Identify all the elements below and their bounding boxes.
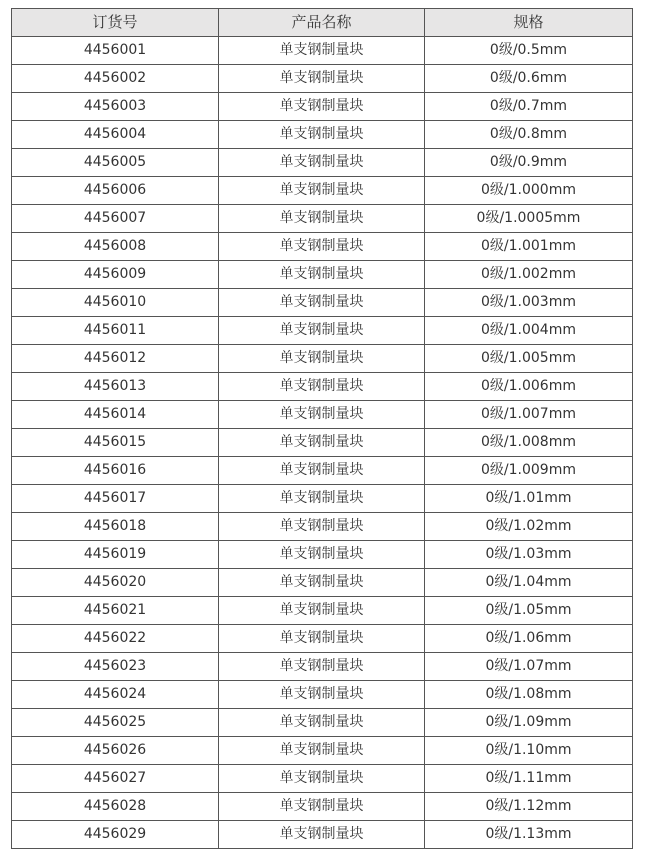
product-name-cell: 单支钢制量块 [219,93,425,121]
specification-cell: 0级/1.02mm [425,513,633,541]
specification-cell: 0级/1.06mm [425,625,633,653]
specification-cell: 0级/1.0005mm [425,205,633,233]
header-product-name: 产品名称 [219,9,425,37]
specification-cell: 0级/1.01mm [425,485,633,513]
order-number-cell: 4456021 [12,597,219,625]
specification-cell: 0级/1.003mm [425,289,633,317]
order-number-cell: 4456013 [12,373,219,401]
table-row [12,345,633,373]
product-name-cell: 单支钢制量块 [219,737,425,765]
product-name-cell: 单支钢制量块 [219,345,425,373]
product-name-cell: 单支钢制量块 [219,681,425,709]
table-row [12,317,633,345]
product-name-cell: 单支钢制量块 [219,65,425,93]
specification-cell: 0级/1.13mm [425,821,633,849]
table-row [12,149,633,177]
header-specification: 规格 [425,9,633,37]
order-number-cell: 4456024 [12,681,219,709]
specification-cell: 0级/1.002mm [425,261,633,289]
table-body [12,37,633,849]
table-row [12,289,633,317]
specification-cell: 0级/0.5mm [425,37,633,65]
specification-cell: 0级/1.007mm [425,401,633,429]
table-row [12,597,633,625]
order-number-cell: 4456002 [12,65,219,93]
order-number-cell: 4456010 [12,289,219,317]
table-row [12,513,633,541]
product-name-cell: 单支钢制量块 [219,261,425,289]
order-number-cell: 4456007 [12,205,219,233]
specification-cell: 0级/1.11mm [425,765,633,793]
order-number-cell: 4456008 [12,233,219,261]
product-name-cell: 单支钢制量块 [219,149,425,177]
order-number-cell: 4456018 [12,513,219,541]
order-number-cell: 4456029 [12,821,219,849]
specification-cell: 0级/1.05mm [425,597,633,625]
order-number-cell: 4456012 [12,345,219,373]
order-number-cell: 4456004 [12,121,219,149]
specification-cell: 0级/0.6mm [425,65,633,93]
specification-cell: 0级/0.9mm [425,149,633,177]
order-number-cell: 4456023 [12,653,219,681]
specification-cell: 0级/1.001mm [425,233,633,261]
table-row [12,121,633,149]
specification-cell: 0级/1.09mm [425,709,633,737]
table-row [12,457,633,485]
order-number-cell: 4456006 [12,177,219,205]
table-row [12,261,633,289]
specification-cell: 0级/1.08mm [425,681,633,709]
specification-cell: 0级/1.10mm [425,737,633,765]
specification-cell: 0级/1.009mm [425,457,633,485]
table-row [12,429,633,457]
order-number-cell: 4456026 [12,737,219,765]
product-name-cell: 单支钢制量块 [219,569,425,597]
product-name-cell: 单支钢制量块 [219,373,425,401]
table-row [12,37,633,65]
product-name-cell: 单支钢制量块 [219,625,425,653]
table-row [12,569,633,597]
table-row [12,709,633,737]
specification-cell: 0级/1.000mm [425,177,633,205]
specification-cell: 0级/1.006mm [425,373,633,401]
specification-cell: 0级/1.005mm [425,345,633,373]
order-number-cell: 4456001 [12,37,219,65]
product-name-cell: 单支钢制量块 [219,765,425,793]
order-number-cell: 4456009 [12,261,219,289]
specification-cell: 0级/1.004mm [425,317,633,345]
order-number-cell: 4456014 [12,401,219,429]
product-name-cell: 单支钢制量块 [219,233,425,261]
table-row [12,177,633,205]
specification-cell: 0级/1.03mm [425,541,633,569]
order-number-cell: 4456019 [12,541,219,569]
product-name-cell: 单支钢制量块 [219,457,425,485]
order-number-cell: 4456025 [12,709,219,737]
table-row [12,625,633,653]
order-number-cell: 4456020 [12,569,219,597]
specification-cell: 0级/1.04mm [425,569,633,597]
specification-cell: 0级/1.12mm [425,793,633,821]
product-name-cell: 单支钢制量块 [219,709,425,737]
product-name-cell: 单支钢制量块 [219,597,425,625]
product-name-cell: 单支钢制量块 [219,485,425,513]
order-number-cell: 4456011 [12,317,219,345]
product-spec-table [11,8,633,849]
product-name-cell: 单支钢制量块 [219,37,425,65]
order-number-cell: 4456003 [12,93,219,121]
product-name-cell: 单支钢制量块 [219,821,425,849]
product-name-cell: 单支钢制量块 [219,401,425,429]
table-row [12,681,633,709]
table-row [12,541,633,569]
product-name-cell: 单支钢制量块 [219,429,425,457]
product-name-cell: 单支钢制量块 [219,317,425,345]
order-number-cell: 4456027 [12,765,219,793]
product-name-cell: 单支钢制量块 [219,541,425,569]
order-number-cell: 4456022 [12,625,219,653]
product-table-container [11,8,632,849]
order-number-cell: 4456015 [12,429,219,457]
specification-cell: 0级/0.7mm [425,93,633,121]
product-name-cell: 单支钢制量块 [219,513,425,541]
table-row [12,233,633,261]
order-number-cell: 4456016 [12,457,219,485]
table-row [12,793,633,821]
table-row [12,373,633,401]
specification-cell: 0级/0.8mm [425,121,633,149]
table-row [12,65,633,93]
product-name-cell: 单支钢制量块 [219,121,425,149]
table-row [12,401,633,429]
table-row [12,205,633,233]
specification-cell: 0级/1.07mm [425,653,633,681]
table-row [12,93,633,121]
specification-cell: 0级/1.008mm [425,429,633,457]
table-row [12,821,633,849]
table-row [12,485,633,513]
table-header-row [12,9,633,37]
product-name-cell: 单支钢制量块 [219,289,425,317]
table-row [12,737,633,765]
product-name-cell: 单支钢制量块 [219,177,425,205]
order-number-cell: 4456017 [12,485,219,513]
product-name-cell: 单支钢制量块 [219,793,425,821]
header-order-number: 订货号 [12,9,219,37]
product-name-cell: 单支钢制量块 [219,653,425,681]
order-number-cell: 4456028 [12,793,219,821]
order-number-cell: 4456005 [12,149,219,177]
table-row [12,765,633,793]
table-row [12,653,633,681]
product-name-cell: 单支钢制量块 [219,205,425,233]
